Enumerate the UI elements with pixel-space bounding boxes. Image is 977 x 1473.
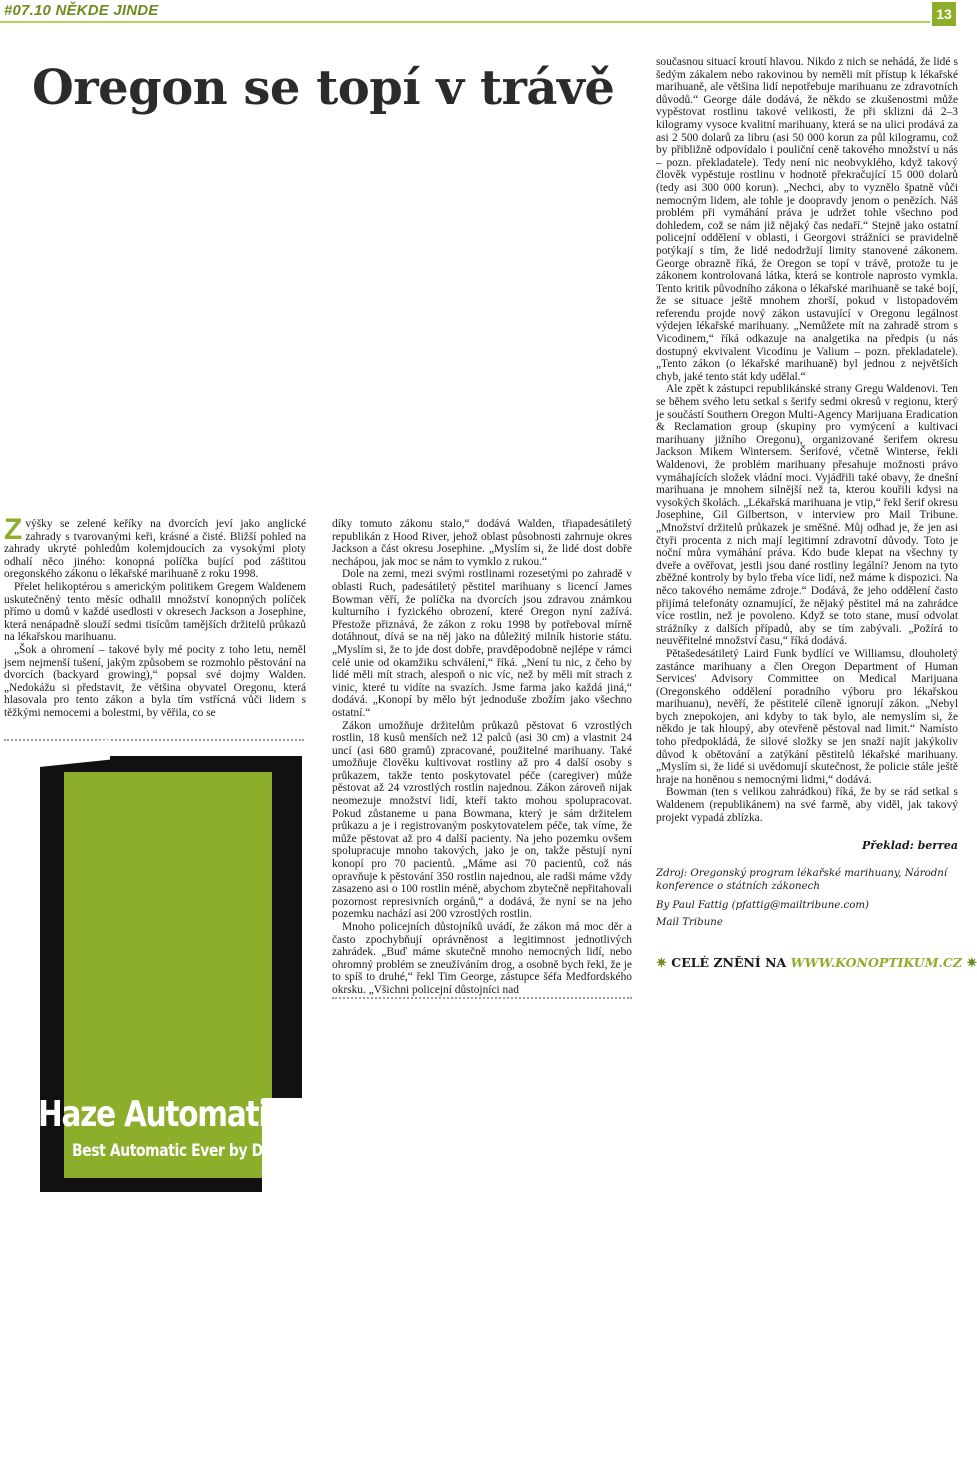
paragraph: „Šok a ohromení – takové byly mé pocity z toho letu, neměl jsem nejmenší tušení, jakým způsobem se rozmohlo pěstování na dvorcích (backyard growing),“ popsal své dojmy Walden. „Nedokážu si představit, že většina obyvatel Oregonu, která hlasovala pro tento zákon a byla tím vstřícná vůči lidem s těžkými nemocemi a bolestmi, by věřila, co se — [4, 643, 306, 719]
column-2-dotted-rule — [332, 997, 632, 999]
lead-paragraph — [4, 513, 306, 581]
advert-subtitle: Best Automatic Ever by Dinafem — [72, 1141, 315, 1161]
paragraph: současnou situací kroutí hlavou. Nikdo z nich se nehádá, že lidé s šedým zákalem nebo rakovinou by neměli mít přístup k lékařské marihuaně, ale většina lidí nepotřebuje marihuanu ze zdravotních důvodů.“ George dále dodává, že někdo se zkušenostmi může vypěstovat rostlinu takové velikosti, že při sklizni dá 2–3 kilogramy vysoce kvalitní marihuany, která se na ulici prodává za asi 2 500 dolarů za libru (asi 50 000 korun za půl kilogramu, což by přibližně odpovídalo i pouliční ceně takového množství u nás – pozn. překladatele). Tedy není nic neobvyklého, když takový člověk vypěstuje rostlinu v hodnotě překračující 15 000 dolarů (tedy asi 300 000 korun). „Nechci, aby to vyznělo špatně vůči nemocným lidem, ale tohle je doopravdy jenom o penězích. Náš problém při vymáhání práva je udržet tohle všechno pod dohledem, což se nám již nějaký čas nedaří.“ Stejně jako ostatní policejní oddělení v oblasti, i Georgovi strážníci se pravidelně potýkají s tím, že lidé nedodržují limity stanovené zákonem. George obrazně říká, že Oregon se topí v trávě, protože tu je zákonem kontrolovaná látka, která se kontrole naprosto vymkla. Tento kritik původního zákona o lékařské marihuaně se také bojí, že se situace ještě mnohem zhorší, pokud v listopadovém referendu projde nový zákon ustavující v Oregonu legálnost výdejen lékařské marihuany. „Nemůžete mít na zahradě strom s Vicodinem,“ říká odkazuje na analgetika na předpis (u nás dostupný ekvivalent Vicodinu je Valium – pozn. překladatele). „Tento zákon (o lékařské marihuaně) byl jednou z největších chyb, jaké tento stát kdy udělal.“ — [656, 56, 958, 383]
full-text-link[interactable] — [656, 954, 977, 971]
paragraph: Pětašedesátiletý Laird Funk bydlící ve Williamsu, dlouholetý zastánce marihuany a člen Oregon Department of Human Services' Advisory Committee on Medical Marijuana (Oregonského oddělení poradního výboru pro lékařskou marihuanu), nevěří, že pěstitelé cíleně ignorují zákon. „Nebyl bych znepokojen, ani kdyby to tak bylo, ale nemyslím si, že někdo je tak hloupý, aby otevřeně pěstoval nad limit.“ Namísto toho předpokládá, že silové složky se jen snaží najít jakýkoliv důvod k obětování a zatýkání pěstitelů lékařské marihuany. „Myslím si, že lidé si uvědomují skutečnost, že policie stále ještě hraje na honěnou s nemocnými lidmi,“ dodává. — [656, 647, 958, 786]
haze-automatic-advert[interactable] — [30, 748, 315, 1194]
cannabis-leaf-icon: ✷ — [966, 955, 977, 971]
article-headline: Oregon se topí v trávě — [32, 60, 615, 116]
column-1-dotted-rule — [4, 739, 304, 741]
article-column-2 — [332, 518, 632, 997]
source-line: Zdroj: Oregonský program lékařské marihuany, Národní konference o státních zákonech — [656, 867, 948, 892]
publication-line: Mail Tribune — [656, 916, 723, 928]
header-rule — [0, 21, 930, 23]
advert-title: Haze Automatic — [38, 1094, 284, 1135]
full-text-label: CELÉ ZNĚNÍ NA — [671, 954, 791, 970]
page-header — [0, 0, 960, 24]
lead-text: výšky se zelené keříky na dvorcích jeví jako anglické zahrady s tvarovanými keři, krásné a čisté. Bližší pohled na zahrady ukryté pohledům kolemjdoucích za vysokými ploty odhalí něco jiného: konopná políčka bující pod záštitou oregonského zákonu o lékařské marihuaně z roku 1998. — [4, 518, 306, 581]
section-label: #07.10 NĚKDE JINDE — [4, 2, 159, 19]
paragraph: Zákon umožňuje držitelům průkazů pěstovat 6 vzrostlých rostlin, 18 kusů menších než 12 palců (asi 30 cm) a vlastnit 24 uncí (asi 680 gramů) zpracované, použitelné marihuany. Také umožňuje člověku kultivovat rostliny až pro 4 další osoby s průkazem, takže tento poskytovatel péče (caregiver) může pěstovat až 24 vzrostlých rostlin najednou. Zákon zároveň nijak neomezuje množství lidí, kteří takto mohou spolupracovat. Pokud zůstaneme u pana Bowmana, který je sám držitelem průkazu a je i registrovaným poskytovatelem péče, tak víme, že může pěstovat až pro 4 další pacienty. Na jeho pozemku ovšem spolupracuje mnoho takových, jako je on, takže pěstují nyní konopí pro 70 pacientů. „Máme asi 70 pacientů, což nás opravňuje k pěstování 350 rostlin najednou, ale radši máme vždy zasazeno asi o 100 rostlin méně, abychom zbytečně nepřitahovali pozornost represivních orgánů,“ a dodává, že nyní se na jeho pozemku nachází asi 200 vzrostlých rostlin. — [332, 719, 632, 921]
author-line: By Paul Fattig (pfattig@mailtribune.com) — [656, 899, 870, 911]
article-column-1 — [4, 513, 306, 720]
source-block — [656, 867, 958, 929]
translation-credit: Překlad: berrea — [862, 839, 958, 853]
paragraph: Bowman (ten s velikou zahrádkou) říká, že by se rád setkal s Waldenem (republikánem) na své farmě, aby viděl, jak takový projekt vypadá zblízka. — [656, 786, 958, 824]
paragraph: Přelet helikoptérou s americkým politikem Gregem Waldenem uskutečněný tento měsíc odhalil množství konopných políček přímo u domů v každé usedlosti v okresech Jackson a Josephine, která nenápadně slouží sedmi tisícům tamějších držitelů průkazů na lékařskou marihuanu. — [4, 580, 306, 644]
article-column-3 — [656, 56, 977, 971]
paragraph: Dole na zemi, mezi svými rostlinami rozesetými po zahradě v oblasti Ruch, padesátiletý pěstitel marihuany s licencí James Bowman věří, že políčka na dvorcích jsou zdravou známkou kulturního i fyzického obrození, které Oregon nyní zažívá. Přestože přiznává, že zákon z roku 1998 by potřeboval mírně dotáhnout, dívá se na něj jako na důležitý milník historie státu. „Myslím si, že to jde dost dobře, pravděpodobně nejlépe v rámci celé unie od okamžiku schválení,“ říká. „Není tu nic, z čeho by lidé měli mít strach, alespoň o nic víc, než by měli mít strach z vinic, které tu vidíte na svazích. Jsme farma jako každá jiná,“ dodává. „Konopí by mělo být jednoduše zbožím jako všechno ostatní.“ — [332, 568, 632, 719]
paragraph: Mnoho policejních důstojníků uvádí, že zákon má moc děr a často zpochybňují oprávněnost a legitimnost jednotlivých zahrádek. „Buď máme skutečně mnoho nemocných lidí, nebo ohromný problém se zneužíváním drog, a osobně bych řekl, že je to spíš to druhé,“ řekl Tim George, zástupce šéfa Medfordského okrsku. „Všichni policejní důstojníci nad — [332, 921, 632, 996]
cannabis-leaf-icon: ✷ — [656, 955, 667, 971]
paragraph: díky tomuto zákonu stalo,“ dodává Walden, třiapadesátiletý republikán z Hood River, jehož oblast působnosti zahrnuje okres Jackson a část okresu Josephine. „Myslím si, že lidé dost dobře nechápou, jak moc se nám to vymklo z rukou.“ — [332, 518, 632, 568]
page-number: 13 — [932, 2, 956, 26]
drop-cap: Z — [4, 513, 23, 546]
full-text-url[interactable]: WWW.KONOPTIKUM.CZ — [790, 954, 962, 970]
paragraph: Ale zpět k zástupci republikánské strany Gregu Waldenovi. Ten se během svého letu setkal s šerify sedmi okresů v regionu, který je součástí Southern Oregon Multi-Agency Marijuana Eradication & Reclamation group (skupiny pro vymýcení a kultivaci marihuany jižního Oregonu), organizované šerifem okresu Jackson Mikem Wintersem. Šerifové, včetně Winterse, řekli Waldenovi, že problém marihuany přesahuje možnosti právo vymáhajících složek vládní moci. Vyjádřili také obavy, že dnešní marihuana je mnohem silnější než ta, kterou kouřili kdysi na vysokých školách. „Lékařská marihuana je vtip,“ řekl šerif okresu Josephine, Gil Gilbertson, v interview pro Mail Tribune. „Množství držitelů průkazek je směšné. Můj odhad je, že jen asi čtyři procenta z nich mají legitimní zdravotní důvody. Toto je noční můra vymáhání práva. Kdo bude klepat na všechny ty dveře a ověřovat, jestli jsou dané rostliny legální? Jenom na tyto zběžné kontroly by bylo třeba více lidí, než máme k dispozici. Na něco takového nemáme zdroje.“ Dodává, že jeho oddělení často přijímá telefonáty oznamující, že nějaký pěstitel má na zahrádce více rostlin, než je povoleno. Když se toto stane, musí odvolat strážníky z dalších případů, aby se tím zabývali. „Požírá to neuvěřitelné množství času,“ říká dodává. — [656, 383, 958, 648]
